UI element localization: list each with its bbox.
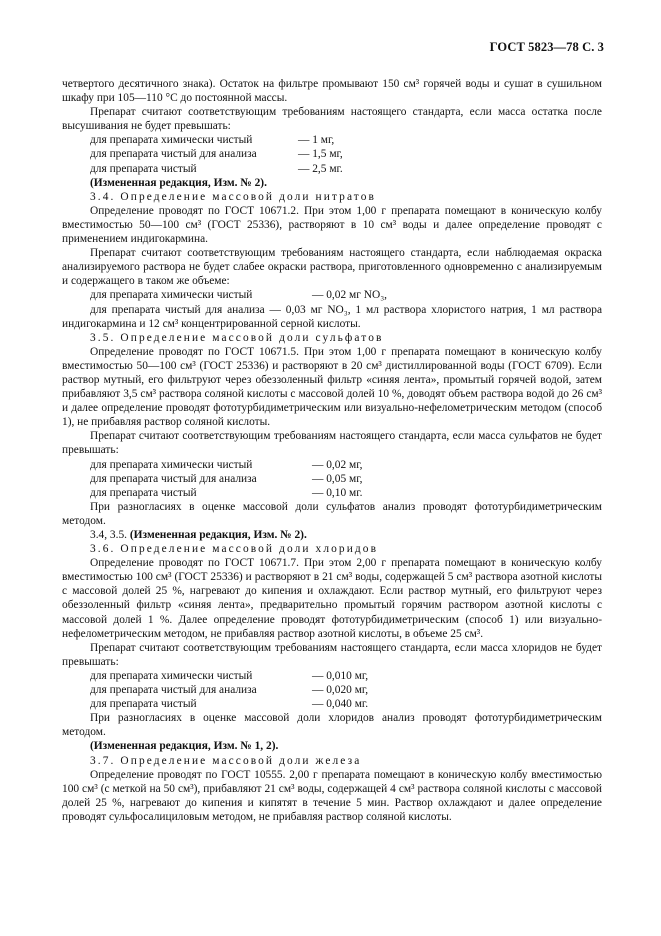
section-heading: 3.4. Определение массовой доли нитратов [90,190,377,203]
list-item-value: — 0,05 мг, [312,472,363,485]
section-heading: 3.6. Определение массовой доли хлоридов [90,543,379,556]
paragraph: Определение проводят по ГОСТ 10671.7. При этом 2,00 г препарата помещают в коническую колбу вместимостью 100 см³ (ГОСТ 25336) и растворяют в 21 см³ воды, содержащей 5 см³ раствора азотной кислоты с массовой долей 25 %, нагревают до кипения и охлаждают. Если раствор мутный, его фильтруют через обеззоленный фильтр «синяя лента», предварительно промытый горячим раствором азотной кислоты с массовой долей 1 %. Далее определение проводят фототурбидиметрическим (способ 1) или визуально-нефелометрическим методом, не прибавляя раствор азотной кислоты, в объеме 25 см³. [62,557,602,640]
list-item-name: для препарата чистый [90,486,197,499]
section-heading: 3.5. Определение массовой доли сульфатов [90,331,384,344]
list-item-value: — 0,010 мг, [312,669,369,682]
list-item-name: для препарата чистый для анализа [90,684,257,697]
list-item-value: — 1,5 мг, [298,148,343,161]
list-item-value: — 0,040 мг. [312,698,369,711]
list-item-value: — 1 мг, [298,134,335,147]
list-item [62,486,602,500]
list-item-name: для препарата химически чистый [90,669,253,682]
paragraph: Определение проводят по ГОСТ 10671.5. При этом 1,00 г препарата помещают в коническую колбу вместимостью 50—100 см³ (ГОСТ 25336) и растворяют в 20 см³ дистиллированной воды (ГОСТ 6709). Если раствор мутный, его фильтруют через обеззоленный фильтр «синяя лента», промытый горячей водой, затем прибавляют 3,5 см³ раствора соляной кислоты с массовой долей 10 %, доводят объем раствора водой до 26 см³ и далее определение проводят фототурбидиметрическим или визуально-нефелометрическим методом (способ 1), не прибавляя раствор соляной кислоты. [62,345,602,429]
paragraph: Определение проводят по ГОСТ 10555. 2,00 г препарата помещают в коническую колбу вместимостью 100 см³ (с меткой на 50 см³), прибавляют 21 см³ воды, содержащей 4 см³ раствора соляной кислоты с массовой долей 25 %, нагревают до кипения и кипятят в течение 5 мин. Раствор охлаждают и далее определение проводят сульфосалициловым методом, не прибавляя раствор соляной кислоты. [62,768,602,823]
list-item-name: для препарата химически чистый [90,134,253,147]
amendment-note [62,528,602,542]
list-item-name: для препарата чистый для анализа [90,148,257,161]
paragraph: для препарата чистый для анализа — 0,03 мг NO₃, 1 мл раствора хлористого натрия, 1 мл раствора индигокармина и 12 см³ концентрированной серной кислоты. [62,303,602,330]
paragraph: При разногласиях в оценке массовой доли сульфатов анализ проводят фототурбидиметрическим методом. [62,500,602,527]
amendment-note: (Измененная редакция, Изм. № 2). [90,176,267,189]
list-item [62,472,602,486]
list-item [62,669,602,683]
section-refs: 3.4, 3.5. [90,529,130,541]
list-item [62,133,602,147]
document-body [62,77,602,824]
list-item-name: для препарата чистый [90,162,197,175]
paragraph: При разногласиях в оценке массовой доли хлоридов анализ проводят фототурбидиметрическим методом. [62,712,602,739]
list-item [62,147,602,161]
list-item-name: для препарата химически чистый [90,458,253,471]
list-item-value: — 2,5 мг. [298,162,343,175]
amendment-label: (Измененная редакция, Изм. № 2). [129,529,307,541]
paragraph: Препарат считают соответствующим требованиям настоящего стандарта, если наблюдаемая окраска анализируемого раствора не будет слабее окраски раствора, приготовленного одновременно с анализируемым и содержащего в таком же объеме: [62,247,602,288]
list-item [62,697,602,711]
paragraph: Препарат считают соответствующим требованиям настоящего стандарта, если масса остатка после высушивания не будет превышать: [62,106,602,133]
list-item-name: для препарата чистый [90,698,197,711]
paragraph: Определение проводят по ГОСТ 10671.2. При этом 1,00 г препарата помещают в коническую колбу вместимостью 50—100 см³ (ГОСТ 25336), растворяют в 10 см³ воды и далее определение проводят с применением индигокармина. [62,204,602,246]
paragraph: Препарат считают соответствующим требованиям настоящего стандарта, если масса хлоридов не будет превышать: [62,641,602,668]
list-item-name: для препарата чистый для анализа [90,472,257,485]
list-item [62,683,602,697]
page-header: ГОСТ 5823—78 С. 3 [489,40,604,54]
list-item-value: — 0,02 мг NO₃, [312,289,388,302]
list-item-name: для препарата химически чистый [90,289,253,302]
list-item-value: — 0,10 мг. [312,486,363,499]
amendment-note: (Измененная редакция, Изм. № 1, 2). [90,740,279,753]
list-item [62,288,602,302]
list-item [62,162,602,176]
list-item [62,458,602,472]
paragraph: Препарат считают соответствующим требованиям настоящего стандарта, если масса сульфатов не будет превышать: [62,430,602,457]
paragraph: четвертого десятичного знака). Остаток на фильтре промывают 150 см³ горячей воды и сушат в сушильном шкафу при 105—110 °С до постоянной массы. [62,78,602,105]
list-item-value: — 0,02 мг, [312,458,363,471]
section-heading: 3.7. Определение массовой доли железа [90,754,362,767]
list-item-value: — 0,020 мг, [312,684,369,697]
